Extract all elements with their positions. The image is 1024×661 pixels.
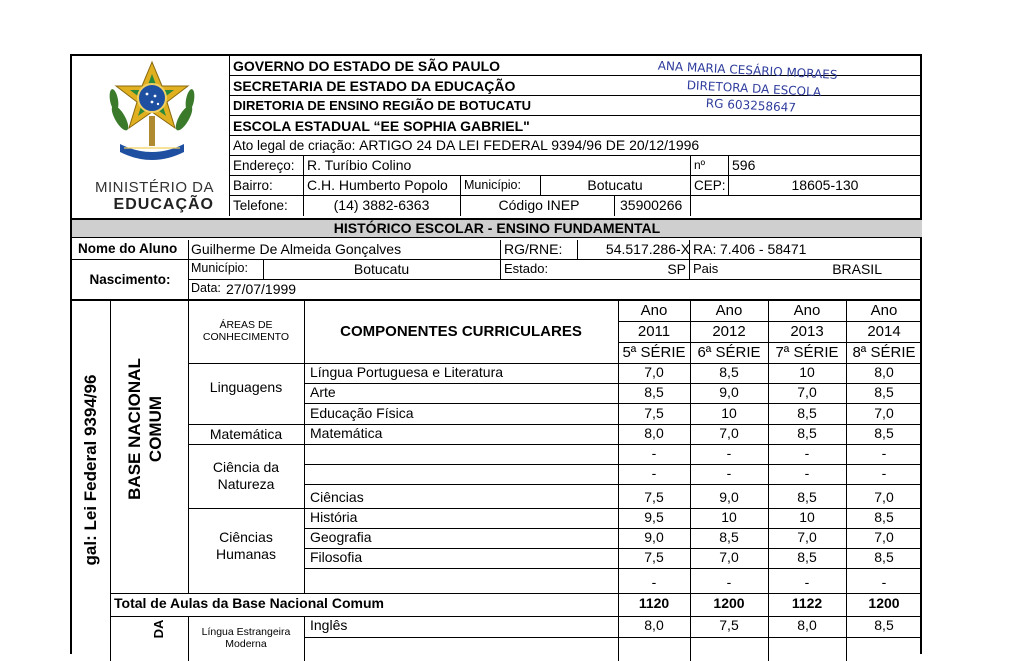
logo-box [72,56,230,216]
year-label: Ano [640,302,668,319]
student-birth-row [72,260,922,299]
grade-level: 7ª SÉRIE [775,344,839,361]
grade-cell: 8,5 [797,405,817,421]
grade-cell: 7,0 [797,529,817,545]
grade-cell: - [726,574,732,590]
inep-value: 35900266 [620,197,683,213]
header-secretariat: SECRETARIA DE ESTADO DA EDUCAÇÃO [230,76,922,96]
phone-label: Telefone: [233,198,288,213]
component-name: Arte [310,384,336,400]
grade-cell: 10 [721,509,737,525]
country-value: BRASIL [832,261,882,277]
grade-cell: 7,0 [874,529,894,545]
country-label: Pais [693,261,719,276]
grade-cell: 10 [799,509,815,525]
area-matematica: Matemática [209,426,283,442]
year-label: Ano [715,302,743,319]
total-label: Total de Aulas da Base Nacional Comum [114,595,384,611]
parte-diversificada-vertical: DA [151,619,166,639]
student-name-value: Guilherme De Almeida Gonçalves [191,241,402,257]
grade-cell: 7,5 [719,617,739,633]
number-label: nº [694,158,706,172]
cep-label: CEP: [694,178,726,193]
grade-level: 5ª SÉRIE [622,344,686,361]
ra-label: RA: [693,241,717,257]
grade-cell: 8,0 [644,425,664,441]
area-lingua-estrangeira: Língua Estrangeira Moderna [201,626,291,650]
grade-cell: 7,0 [719,425,739,441]
school-record-document [70,54,922,654]
rg-value: 54.517.286-X [605,241,690,257]
grade-cell: 8,5 [797,425,817,441]
grade-cell: 7,5 [644,549,664,565]
grade-cell: 7,0 [644,364,664,380]
grade-cell: 8,5 [797,549,817,565]
student-name-label: Nome do Aluno [78,241,178,256]
area-linguagens: Linguagens [209,379,283,395]
district-row [230,176,922,196]
birth-date-label: Data: [191,281,221,295]
component-name: Filosofia [310,549,363,565]
grade-cell: 8,0 [874,364,894,380]
total-cell: 1200 [713,595,745,611]
grade-cell: 8,5 [874,617,894,633]
state-label: Estado: [504,261,549,276]
ra-value: 7.406 - 58471 [720,241,807,257]
component-name: Educação Física [310,405,414,421]
grade-cell: - [651,445,657,461]
grade-cell: - [726,445,732,461]
component-name: Língua Portuguesa e Literatura [310,364,504,380]
total-cell: 1122 [791,595,823,611]
legal-act-row [230,136,922,156]
grade-cell: - [804,574,810,590]
birth-date-value: 27/07/1999 [226,281,297,297]
state-value: SP [667,261,686,277]
grade-cell: 8,5 [719,364,739,380]
ministry-education: EDUCAÇÃO [113,196,214,213]
stamp-name: ANA MARIA CESÁRIO MORAES [657,58,838,82]
phone-value: (14) 3882-6363 [333,197,430,213]
grade-cell: 8,5 [719,529,739,545]
grade-cell: 10 [799,364,815,380]
district-label: Bairro: [233,178,273,193]
header-directorate: DIRETORIA DE ENSINO REGIÃO DE BOTUCATU [230,96,922,116]
legal-act-label: Ato legal de criação: [233,138,356,153]
document-title: HISTÓRICO ESCOLAR - ENSINO FUNDAMENTAL [72,218,922,238]
grade-cell: - [651,574,657,590]
grade-level: 8ª SÉRIE [852,344,916,361]
components-header: COMPONENTES CURRICULARES [340,323,582,340]
grade-cell: 7,0 [719,549,739,565]
grade-cell: - [881,574,887,590]
grade-cell: 9,0 [719,489,739,505]
grade-cell: 9,0 [719,384,739,400]
cep-value: 18605-130 [791,177,859,193]
inep-label: Código INEP [498,197,580,213]
grade-cell: 7,0 [797,384,817,400]
component-english: Inglês [310,617,348,633]
total-cell: 1120 [638,595,670,611]
total-cell: 1200 [868,595,900,611]
ministry-name: MINISTÉRIO DA [94,179,214,196]
birth-city-label: Município: [191,261,248,275]
areas-header: ÁREAS DE CONHECIMENTO [202,319,290,343]
grade-cell: - [804,445,810,461]
base-nacional-vertical: BASE NACIONAL COMUM [125,358,165,500]
grade-cell: 8,5 [874,509,894,525]
stamp-role: DIRETORA DA ESCOLA [686,78,822,100]
rg-label: RG/RNE: [504,241,563,257]
grade-cell: - [804,465,810,481]
year-value: 2014 [867,323,901,340]
legal-basis-vertical: gal: Lei Federal 9394/96 [81,374,100,566]
student-name-row [72,240,922,260]
grade-cell: - [726,465,732,481]
grades-table [72,299,922,659]
birth-label: Nascimento: [89,272,171,287]
grade-cell: 8,5 [797,489,817,505]
stamp-rg: RG 603258647 [705,96,797,115]
grade-cell: 8,5 [874,384,894,400]
header-government: GOVERNO DO ESTADO DE SÃO PAULO [230,56,922,76]
coat-of-arms-icon [100,60,204,172]
component-name: Geografia [310,529,372,545]
component-name: História [310,509,358,525]
city-label: Município: [464,178,521,192]
legal-act-value: ARTIGO 24 DA LEI FEDERAL 9394/96 DE 20/12/1996 [359,137,700,153]
grade-cell: - [651,465,657,481]
grade-cell: - [881,445,887,461]
grade-cell: - [881,465,887,481]
year-value: 2011 [637,323,671,340]
grade-cell: 8,5 [644,384,664,400]
area-ciencia-natureza: Ciência da Natureza [212,459,280,492]
header-school-name: ESCOLA ESTADUAL “EE SOPHIA GABRIEL" [230,116,922,136]
address-label: Endereço: [233,158,295,173]
grade-cell: 9,0 [644,529,664,545]
grade-cell: 8,5 [874,549,894,565]
year-value: 2013 [790,323,824,340]
grade-cell: 8,0 [644,617,664,633]
address-value: R. Turíbio Colino [307,157,412,173]
year-label: Ano [793,302,821,319]
component-name: Ciências [310,489,364,505]
year-label: Ano [870,302,898,319]
area-ciencias-humanas: Ciências Humanas [216,529,276,562]
birth-city-value: Botucatu [353,261,410,277]
grade-cell: 7,5 [644,489,664,505]
grade-cell: 7,0 [874,489,894,505]
year-value: 2012 [712,323,746,340]
component-name: Matemática [310,425,383,441]
grade-level: 6ª SÉRIE [697,344,761,361]
city-value: Botucatu [587,177,643,193]
grade-cell: 7,5 [644,405,664,421]
number-value: 596 [732,157,756,173]
phone-row [230,196,922,216]
grade-cell: 9,5 [644,509,664,525]
grade-cell: 10 [721,405,737,421]
district-value: C.H. Humberto Popolo [307,177,448,193]
grade-cell: 8,0 [797,617,817,633]
grade-cell: 8,5 [874,425,894,441]
grade-cell: 7,0 [874,405,894,421]
address-row [230,156,922,176]
